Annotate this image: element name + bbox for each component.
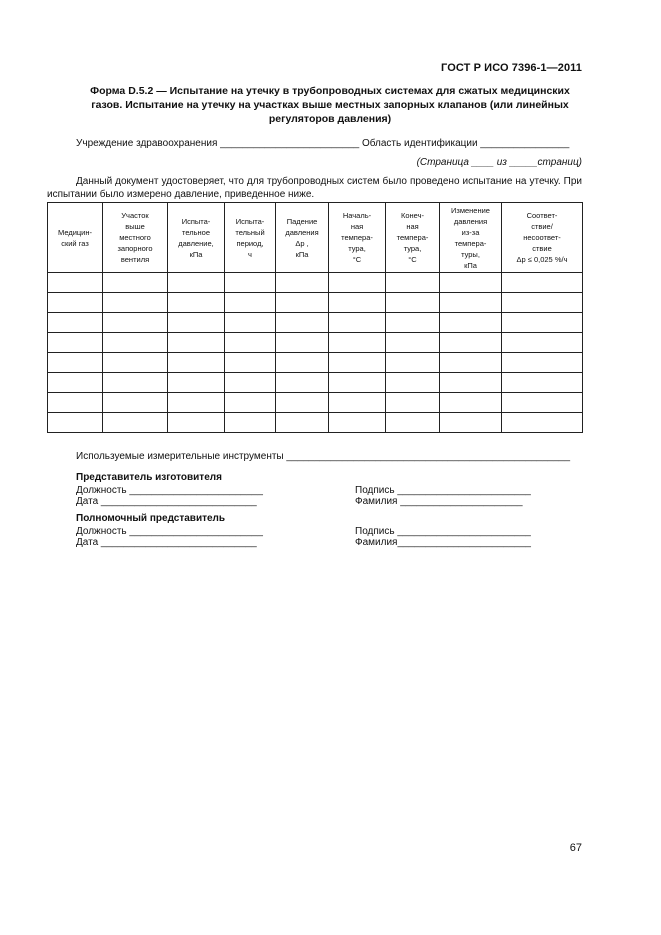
header-line: Δp ≤ 0,025 %/ч: [516, 255, 568, 264]
table-row: [48, 293, 583, 313]
table-cell[interactable]: [48, 373, 103, 393]
header-line: Испыта-: [235, 216, 265, 226]
table-cell[interactable]: [48, 313, 103, 333]
table-cell[interactable]: [329, 413, 386, 433]
header-line: кПа: [295, 249, 309, 259]
header-medical-gas: [48, 203, 103, 273]
header-line: несоответ-: [523, 233, 561, 242]
table-cell[interactable]: [440, 313, 502, 333]
manufacturer-heading: Представитель изготовителя: [76, 472, 222, 483]
header-line: Изменение: [451, 205, 490, 215]
header-line: ная: [350, 222, 364, 231]
table-header-row: [48, 203, 583, 273]
header-line: °C: [408, 255, 417, 264]
table-cell[interactable]: [502, 313, 583, 333]
authorized-position-field[interactable]: Должность ________________________: [76, 526, 263, 537]
table-row: [48, 313, 583, 333]
form-title-line: Форма D.5.2 — Испытание на утечку в трубопроводных системах для сжатых медицинских: [90, 85, 570, 97]
table-cell[interactable]: [329, 373, 386, 393]
page-number: 67: [569, 842, 582, 854]
table-cell[interactable]: [440, 393, 502, 413]
table-row: [48, 273, 583, 293]
table-cell[interactable]: [329, 293, 386, 313]
header-line: ная: [406, 222, 419, 231]
header-initial-temperature: [329, 203, 386, 273]
header-test-pressure: [168, 203, 225, 273]
table-cell[interactable]: [329, 333, 386, 353]
table-row: [48, 373, 583, 393]
standard-header: ГОСТ Р ИСО 7396-1—2011: [441, 62, 582, 74]
table-cell[interactable]: [440, 333, 502, 353]
header-line: Δp ,: [295, 238, 309, 248]
table-cell[interactable]: [168, 313, 225, 333]
table-cell[interactable]: [225, 373, 276, 393]
header-line: выше: [125, 222, 145, 231]
table-cell[interactable]: [48, 333, 103, 353]
header-compliance: [502, 203, 583, 273]
header-temperature-pressure-change: [440, 203, 502, 273]
header-line: Началь-: [342, 211, 372, 220]
table-cell[interactable]: [103, 313, 168, 333]
table-cell[interactable]: [103, 393, 168, 413]
header-line: ский газ: [61, 238, 89, 248]
header-line: ствие: [532, 244, 552, 253]
header-line: Медицин-: [57, 227, 93, 237]
header-line: давления: [285, 227, 319, 237]
form-title-line: газов. Испытание на утечку на участках выше местных запорных клапанов (или линейных: [91, 99, 569, 111]
header-line: Соответ-: [526, 211, 558, 220]
table-row: [48, 393, 583, 413]
table-cell[interactable]: [48, 273, 103, 293]
table-cell[interactable]: [502, 413, 583, 433]
table-cell[interactable]: [276, 353, 329, 373]
table-cell[interactable]: [440, 293, 502, 313]
table-cell[interactable]: [386, 293, 440, 313]
table-cell[interactable]: [168, 273, 225, 293]
authorized-heading: Полномочный представитель: [76, 513, 226, 524]
table-cell[interactable]: [168, 413, 225, 433]
table-cell[interactable]: [48, 413, 103, 433]
table-cell[interactable]: [329, 313, 386, 333]
header-line: ч: [248, 249, 252, 259]
header-line: давление,: [178, 238, 214, 248]
table-cell[interactable]: [440, 373, 502, 393]
table-cell[interactable]: [502, 293, 583, 313]
table-row: [48, 333, 583, 353]
table-cell[interactable]: [440, 273, 502, 293]
table-cell[interactable]: [48, 393, 103, 413]
header-line: кПа: [464, 260, 477, 270]
header-line: из-за: [461, 227, 480, 237]
header-line: запорного: [117, 244, 153, 253]
table-cell[interactable]: [103, 273, 168, 293]
table-cell[interactable]: [168, 393, 225, 413]
table-cell[interactable]: [276, 413, 329, 433]
table-cell[interactable]: [386, 413, 440, 433]
table-row: [48, 413, 583, 433]
table-cell[interactable]: [386, 373, 440, 393]
table-cell[interactable]: [225, 333, 276, 353]
authorized-signature-field[interactable]: Подпись ________________________: [355, 526, 531, 537]
table-cell[interactable]: [168, 353, 225, 373]
table-cell[interactable]: [502, 273, 583, 293]
table-cell[interactable]: [48, 353, 103, 373]
manufacturer-position-field[interactable]: Должность ________________________: [76, 485, 263, 496]
header-line: °C: [352, 255, 362, 264]
table-cell[interactable]: [386, 313, 440, 333]
header-line: туры,: [461, 249, 480, 259]
leak-test-table: [47, 202, 583, 433]
table-cell[interactable]: [276, 273, 329, 293]
header-final-temperature: [386, 203, 440, 273]
table-cell[interactable]: [168, 293, 225, 313]
authorized-surname-field[interactable]: Фамилия________________________: [355, 537, 531, 548]
header-test-period: [225, 203, 276, 273]
header-line: тельный: [235, 227, 265, 237]
page-counter: (Страница ____ из _____страниц): [416, 157, 582, 168]
table-cell[interactable]: [502, 393, 583, 413]
table-cell[interactable]: [276, 293, 329, 313]
table-cell[interactable]: [103, 293, 168, 313]
table-cell[interactable]: [225, 393, 276, 413]
table-cell[interactable]: [103, 333, 168, 353]
header-line: Падение: [286, 216, 318, 226]
table-cell[interactable]: [440, 353, 502, 373]
table-cell[interactable]: [440, 413, 502, 433]
header-line: вентиля: [120, 255, 150, 264]
table-cell[interactable]: [103, 413, 168, 433]
table-cell[interactable]: [225, 353, 276, 373]
table-cell[interactable]: [103, 373, 168, 393]
header-pressure-drop: [276, 203, 329, 273]
header-line: Участок: [121, 211, 149, 220]
table-cell[interactable]: [225, 313, 276, 333]
table-cell[interactable]: [225, 293, 276, 313]
table-cell[interactable]: [386, 393, 440, 413]
header-section: [103, 203, 168, 273]
table-cell[interactable]: [502, 333, 583, 353]
header-line: темпера-: [454, 238, 487, 248]
table-row: [48, 353, 583, 373]
table-cell[interactable]: [168, 333, 225, 353]
header-line: тура,: [348, 244, 366, 253]
table-cell[interactable]: [225, 413, 276, 433]
table-cell[interactable]: [276, 373, 329, 393]
table-cell[interactable]: [329, 273, 386, 293]
table-cell[interactable]: [276, 393, 329, 413]
manufacturer-signature-field[interactable]: Подпись ________________________: [355, 485, 531, 496]
header-line: кПа: [189, 249, 203, 259]
manufacturer-date-field[interactable]: Дата ____________________________: [76, 496, 257, 507]
table-cell[interactable]: [386, 353, 440, 373]
institution-line: Учреждение здравоохранения _________________________ Область идентификации ________________: [76, 138, 570, 149]
instruments-line: Используемые измерительные инструменты ___________________________________________________: [76, 451, 571, 462]
table-cell[interactable]: [502, 373, 583, 393]
header-line: тельное: [181, 227, 211, 237]
header-line: Конеч-: [400, 211, 424, 220]
table-cell[interactable]: [225, 273, 276, 293]
authorized-date-field[interactable]: Дата ____________________________: [76, 537, 257, 548]
header-line: Испыта-: [181, 216, 211, 226]
manufacturer-surname-field[interactable]: Фамилия ______________________: [355, 496, 523, 507]
table-cell[interactable]: [329, 393, 386, 413]
table-cell[interactable]: [502, 353, 583, 373]
header-line: давления: [453, 216, 488, 226]
certification-text: Данный документ удостоверяет, что для трубопроводных систем было проведено испытание на утечку. При испытании было измерено давление, приведенное ниже.: [47, 176, 582, 200]
header-line: период,: [236, 238, 264, 248]
header-line: темпера-: [396, 233, 429, 242]
table-cell[interactable]: [329, 353, 386, 373]
form-title-line: регуляторов давления): [268, 113, 392, 125]
header-line: ствие/: [531, 222, 553, 231]
header-line: темпера-: [341, 233, 373, 242]
table-cell[interactable]: [103, 353, 168, 373]
table-cell[interactable]: [386, 273, 440, 293]
form-title: [60, 84, 600, 126]
table-cell[interactable]: [48, 293, 103, 313]
header-line: тура,: [403, 244, 422, 253]
header-line: местного: [119, 233, 151, 242]
table-cell[interactable]: [276, 333, 329, 353]
table-cell[interactable]: [168, 373, 225, 393]
table-cell[interactable]: [386, 333, 440, 353]
table-cell[interactable]: [276, 313, 329, 333]
